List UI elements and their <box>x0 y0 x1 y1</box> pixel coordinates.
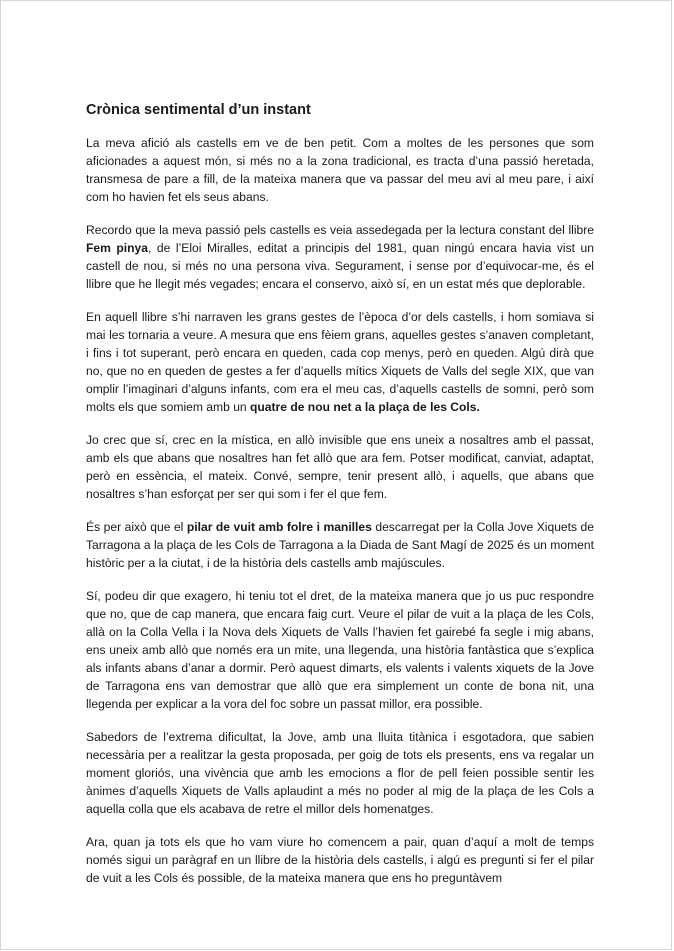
paragraph-1: La meva afició als castells em ve de ben petit. Com a moltes de les persones que som aficionades a aquest món, si més no a la zona tradicional, es tracta d’una passió heretada, transmesa de pare a fill, de la mateixa manera que va passar del meu avi al meu pare, i així com ho havien fet els seus abans. <box>86 136 594 204</box>
paragraph-2-text-c: , de l’Eloi Miralles, editat a principis del 1981, quan ningú encara havia vist un castell de nou, si més no una persona viva. Segurament, i sense por d’equivocar-me, és el llibre que he llegit més vegades; encara el conservo, això sí, en un estat més que deplorable. <box>86 241 594 291</box>
paragraph-8: Ara, quan ja tots els que ho vam viure ho comencem a pair, quan d’aquí a molt de temps només sigui un paràgraf en un llibre de la història dels castells, i algú es pregunti si fer el pilar de vuit a les Cols és possible, de la mateixa manera que ens ho preguntàvem <box>86 835 594 885</box>
document-body <box>86 101 594 902</box>
document-title: Crònica sentimental d’un instant <box>86 102 311 118</box>
paragraph-2-text-a: Recordo que la meva passió pels castells es veia assedegada per la lectura constant del llibre <box>86 223 594 237</box>
paragraph-3-bold: quatre de nou net a la plaça de les Cols. <box>250 400 480 414</box>
paragraph-5 <box>86 518 594 572</box>
paragraph-2 <box>86 221 594 293</box>
paragraph-3 <box>86 308 594 416</box>
paragraph-5-bold: pilar de vuit amb folre i manilles <box>186 520 372 534</box>
paragraph-7: Sabedors de l’extrema dificultat, la Jove, amb una lluita titànica i esgotadora, que sabien necessària per a realitzar la gesta proposada, per goig de tots els presents, ens va regalar un moment gloriós, una vivència que amb les emocions a flor de pell feien possible sentir les ànimes d’aquells Xiquets de Valls aplaudint a més no poder al mig de la plaça de les Cols a aquella colla que els acabava de retre el millor dels homenatges. <box>86 730 594 816</box>
paragraph-4: Jo crec que sí, crec en la mística, en allò invisible que ens uneix a nosaltres amb el passat, amb els que abans que nosaltres han fet allò que ara fem. Potser modificat, canviat, adaptat, però en essència, el mateix. Convé, sempre, tenir present allò, i aquells, que abans que nosaltres s’han esforçat per ser qui som i fer el que fem. <box>86 433 594 501</box>
book-title-fem-pinya: Fem pinya <box>86 241 148 255</box>
paragraph-6: Sí, podeu dir que exagero, hi teniu tot el dret, de la mateixa manera que jo us puc respondre que no, que de cap manera, que encara faig curt. Veure el pilar de vuit a la plaça de les Cols, allà on la Colla Vella i la Nova dels Xiquets de Valls l’havien fet gairebé fa segle i mig abans, ens uneix amb allò que només era un mite, una llegenda, una història fantàstica que s’explica als infants abans d’anar a dormir. Però aquest dimarts, els valents i valents xiquets de la Jove de Tarragona ens van demostrar que allò que era simplement un conte de bona nit, una llegenda per explicar a la vora del foc sobre un passat millor, era possible. <box>86 589 594 711</box>
paragraph-5-text-a: És per això que el <box>86 520 187 534</box>
paragraph-5-text-c: descarregat per la Colla Jove Xiquets de Tarragona a la plaça de les Cols de Tarragona a la Diada de Sant Magí de 2025 és un moment històric per a la ciutat, i de la història dels castells amb majúscules. <box>86 520 595 570</box>
paragraph-3-text-a: En aquell llibre s’hi narraven les grans gestes de l’època d’or dels castells, i hom somiava si mai les tornaria a veure. A mesura que ens fèiem grans, aquelles gestes s’anaven completant, i fins i tot superant, però encara en queden, cada cop menys, però en queden. Algú dirà que no, que no en queden de gestes a fer d’aquells mítics Xiquets de Valls del segle XIX, que van omplir l’imaginari d’alguns infants, com era el meu cas, d’aquells castells de somni, però som molts els que somiem amb un <box>86 310 594 414</box>
